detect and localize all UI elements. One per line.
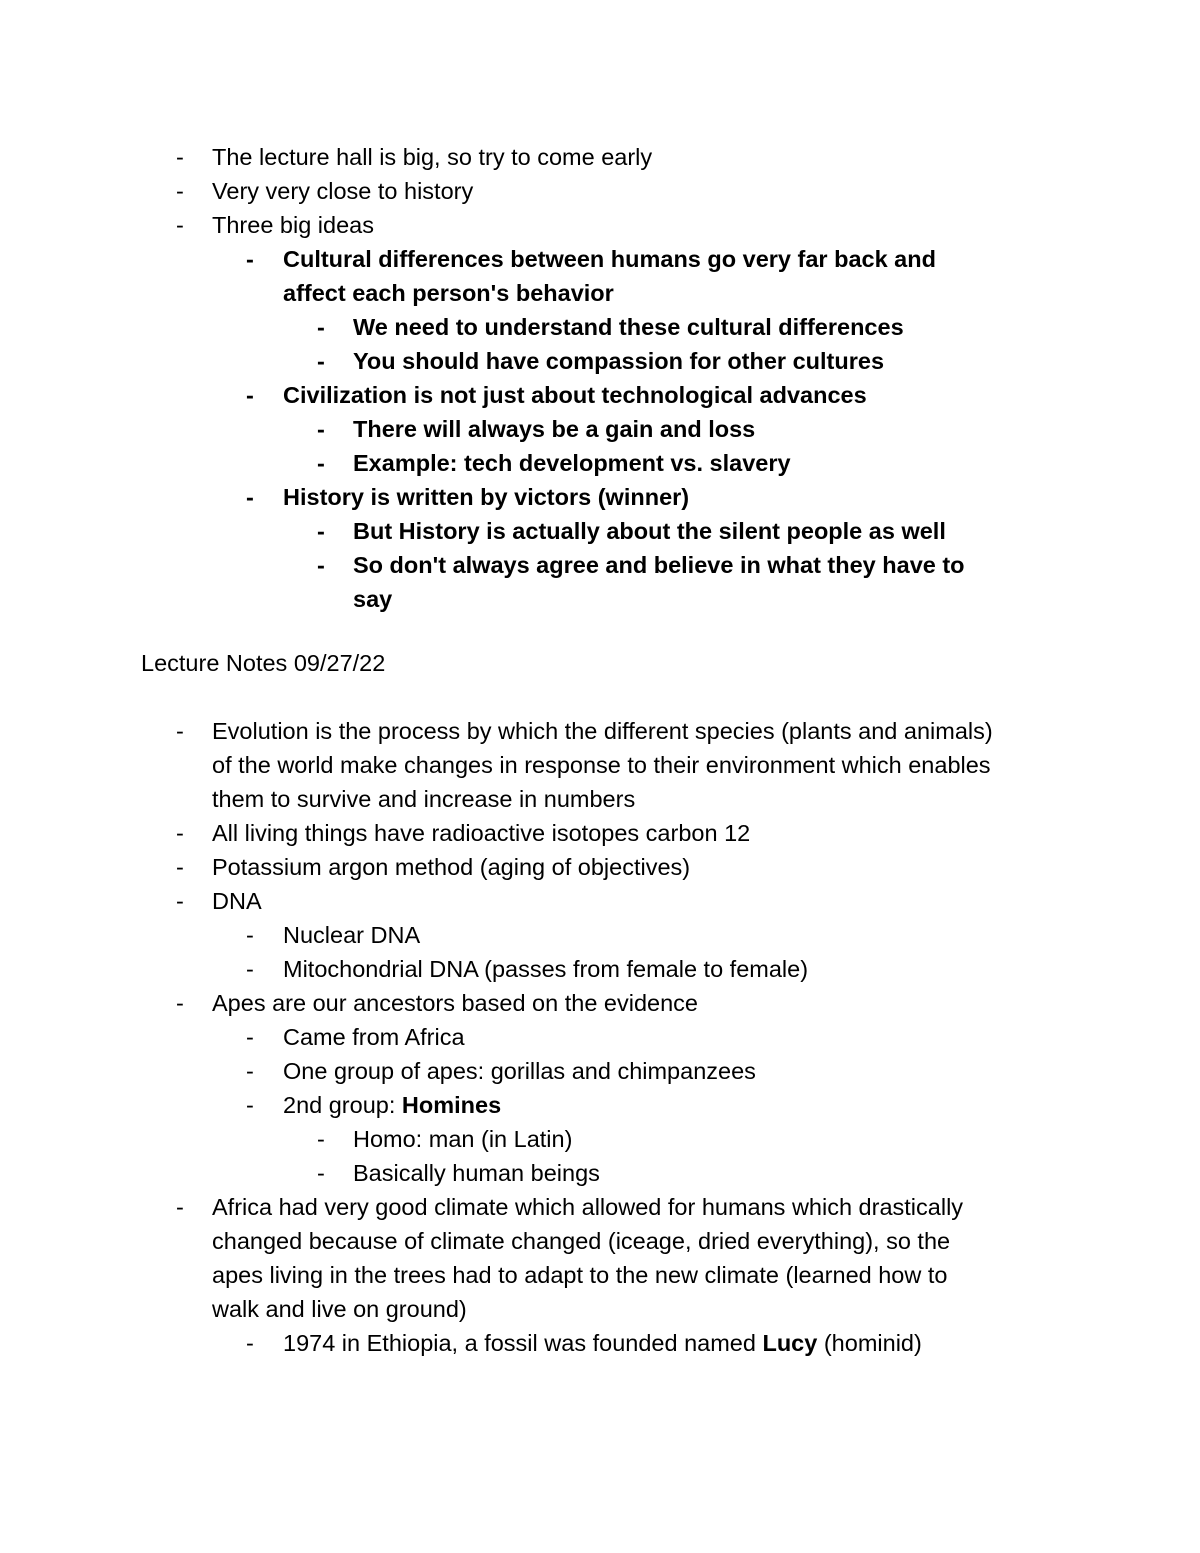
item-text: say xyxy=(353,586,393,612)
bullet-dash: - xyxy=(317,552,325,578)
item-text: Civilization is not just about technological advances xyxy=(283,382,867,408)
bullet-dash: - xyxy=(317,450,325,476)
list-item xyxy=(0,344,1200,378)
item-text: Homo: man (in Latin) xyxy=(353,1126,573,1152)
list-item xyxy=(0,242,1200,276)
list-item xyxy=(0,378,1200,412)
section-heading: Lecture Notes 09/27/22 xyxy=(141,650,386,676)
bullet-dash: - xyxy=(176,888,184,914)
item-text: You should have compassion for other cultures xyxy=(353,348,885,374)
item-text: Apes are our ancestors based on the evidence xyxy=(212,990,698,1016)
bullet-dash: - xyxy=(317,1126,325,1152)
lecture-notes-list xyxy=(0,714,1200,1360)
bullet-dash: - xyxy=(176,718,184,744)
list-item xyxy=(0,1156,1200,1190)
bullet-dash: - xyxy=(246,1092,254,1118)
item-text: The lecture hall is big, so try to come early xyxy=(212,144,653,170)
list-item xyxy=(0,1122,1200,1156)
bullet-dash: - xyxy=(176,1194,184,1220)
bullet-dash: - xyxy=(176,990,184,1016)
bullet-dash: - xyxy=(176,212,184,238)
item-text: Basically human beings xyxy=(353,1160,600,1186)
item-text: Mitochondrial DNA (passes from female to female) xyxy=(283,956,809,982)
list-item xyxy=(0,174,1200,208)
item-text-bold: Lucy xyxy=(762,1330,818,1356)
bullet-dash: - xyxy=(246,1058,254,1084)
item-text: affect each person's behavior xyxy=(283,280,614,306)
list-item xyxy=(0,480,1200,514)
item-text: Potassium argon method (aging of objectives) xyxy=(212,854,691,880)
list-item xyxy=(0,412,1200,446)
item-text: Very very close to history xyxy=(212,178,474,204)
item-text: All living things have radioactive isotopes carbon 12 xyxy=(212,820,751,846)
bullet-dash: - xyxy=(176,178,184,204)
bullet-dash: - xyxy=(317,348,325,374)
bullet-dash: - xyxy=(176,820,184,846)
list-item xyxy=(0,514,1200,548)
bullet-dash: - xyxy=(246,484,254,510)
item-text: Evolution is the process by which the different species (plants and animals) xyxy=(212,718,993,744)
item-text: Nuclear DNA xyxy=(283,922,421,948)
list-item xyxy=(0,714,1200,748)
bullet-dash: - xyxy=(176,144,184,170)
item-text: We need to understand these cultural differences xyxy=(353,314,904,340)
item-text: One group of apes: gorillas and chimpanzees xyxy=(283,1058,756,1084)
bullet-dash: - xyxy=(317,518,325,544)
list-item xyxy=(0,986,1200,1020)
item-text: walk and live on ground) xyxy=(212,1296,467,1322)
item-text-bold: Homines xyxy=(401,1092,502,1118)
list-item xyxy=(0,884,1200,918)
list-item xyxy=(0,548,1200,582)
item-text-suffix: (hominid) xyxy=(817,1330,922,1356)
bullet-dash: - xyxy=(246,956,254,982)
item-text: changed because of climate changed (iceage, dried everything), so the xyxy=(212,1228,951,1254)
list-item xyxy=(0,1020,1200,1054)
item-text: History is written by victors (winner) xyxy=(283,484,690,510)
item-text: Cultural differences between humans go very far back and xyxy=(283,246,936,272)
item-text: of the world make changes in response to their environment which enables xyxy=(212,752,991,778)
list-item xyxy=(0,952,1200,986)
item-text: them to survive and increase in numbers xyxy=(212,786,636,812)
item-text: DNA xyxy=(212,888,262,914)
list-item-continuation xyxy=(0,276,1200,310)
list-item-continuation xyxy=(0,1258,1200,1292)
bullet-dash: - xyxy=(317,1160,325,1186)
bullet-dash: - xyxy=(246,246,254,272)
bullet-dash: - xyxy=(317,314,325,340)
item-text-prefix: 2nd group: xyxy=(283,1092,402,1118)
item-text-prefix: 1974 in Ethiopia, a fossil was founded named xyxy=(283,1330,763,1356)
list-item xyxy=(0,1326,1200,1360)
list-item-continuation xyxy=(0,748,1200,782)
bullet-dash: - xyxy=(246,922,254,948)
item-text: Example: tech development vs. slavery xyxy=(353,450,791,476)
list-item xyxy=(0,816,1200,850)
item-text xyxy=(283,1088,501,1122)
intro-notes-list xyxy=(0,140,1200,616)
list-item xyxy=(0,140,1200,174)
list-item-continuation xyxy=(0,1292,1200,1326)
bullet-dash: - xyxy=(176,854,184,880)
list-item xyxy=(0,1190,1200,1224)
item-text: So don't always agree and believe in what they have to xyxy=(353,552,965,578)
list-item xyxy=(0,1088,1200,1122)
item-text: There will always be a gain and loss xyxy=(353,416,756,442)
list-item xyxy=(0,310,1200,344)
item-text: Three big ideas xyxy=(212,212,374,238)
bullet-dash: - xyxy=(246,1330,254,1356)
bullet-dash: - xyxy=(246,1024,254,1050)
item-text: Africa had very good climate which allowed for humans which drastically xyxy=(212,1194,964,1220)
item-text xyxy=(283,1326,922,1360)
item-text: Came from Africa xyxy=(283,1024,465,1050)
list-item xyxy=(0,446,1200,480)
bullet-dash: - xyxy=(246,382,254,408)
list-item-continuation xyxy=(0,1224,1200,1258)
list-item-continuation xyxy=(0,582,1200,616)
list-item-continuation xyxy=(0,782,1200,816)
list-item xyxy=(0,1054,1200,1088)
bullet-dash: - xyxy=(317,416,325,442)
list-item xyxy=(0,208,1200,242)
list-item xyxy=(0,850,1200,884)
item-text: But History is actually about the silent people as well xyxy=(353,518,946,544)
list-item xyxy=(0,918,1200,952)
item-text: apes living in the trees had to adapt to the new climate (learned how to xyxy=(212,1262,948,1288)
